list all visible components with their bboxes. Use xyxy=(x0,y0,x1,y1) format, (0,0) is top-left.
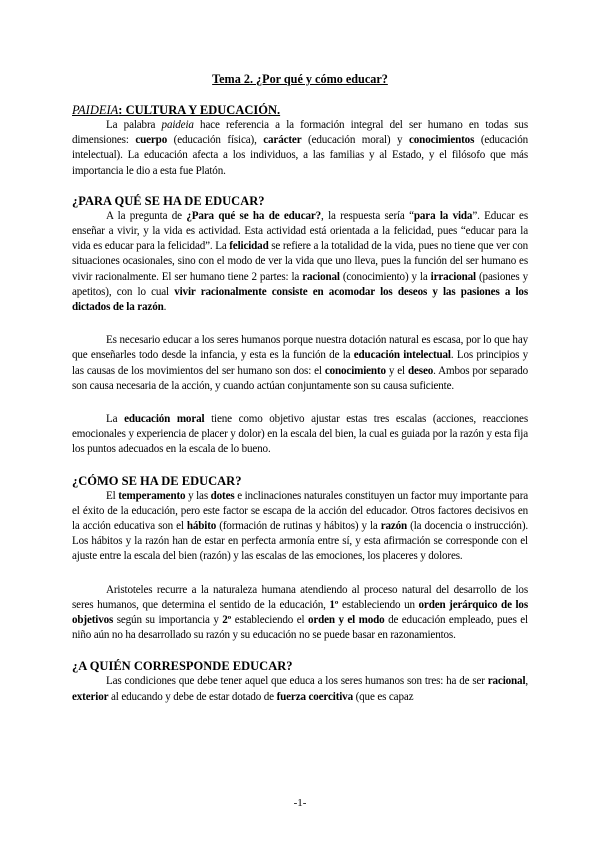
bold-term: irracional xyxy=(430,270,476,283)
text-run: Es necesario educar a los seres humanos porque nuestra dotación natural es escasa, por lo que hay que enseñarles todo desde la infancia, y esta es la función de la xyxy=(72,334,528,362)
text-run: El xyxy=(106,489,119,502)
text-run: . xyxy=(163,301,167,314)
section-heading-paideia xyxy=(72,103,528,118)
text-run: (pasiones y apetitos), con lo cual xyxy=(72,270,528,298)
bold-term: 1º xyxy=(329,598,339,611)
bold-term: educación intelectual xyxy=(353,349,451,362)
bold-term: educación moral xyxy=(124,413,205,426)
text-run: Las condiciones que debe tener aquel que educa a los seres humanos son tres: ha de ser xyxy=(106,675,488,688)
text-run: estableciendo el xyxy=(231,614,308,627)
bold-term: ¿Para qué se ha de educar? xyxy=(186,209,322,222)
text-run: (que es capaz xyxy=(352,690,414,703)
text-run: Aristoteles recurre a la naturaleza humana atendiendo al proceso natural del desarrollo de los seres humanos, que determina el sentido de la educación, xyxy=(72,583,528,611)
text-run: y el xyxy=(385,364,408,377)
bold-term: racional xyxy=(302,270,340,283)
bold-term: conocimiento xyxy=(324,364,386,377)
text-run: A la pregunta de xyxy=(106,209,187,222)
text-run: . Los principios y las causas de los movimientos del ser humano son dos: el xyxy=(72,349,529,377)
text-run: (conocimiento) y la xyxy=(339,270,431,283)
text-run: al educando y debe de estar dotado de xyxy=(108,690,277,703)
paragraph xyxy=(72,333,528,394)
bold-term: 2º xyxy=(222,614,232,627)
bold-term: vivir racionalmente consiste en acomodar los deseos y las pasiones a los dictados de la razón xyxy=(72,285,528,314)
text-run: y las xyxy=(185,489,211,502)
text-run: La xyxy=(106,413,125,426)
paragraph xyxy=(72,209,528,315)
text-run: La palabra xyxy=(106,119,162,131)
heading-italic-term: PAIDEIA xyxy=(72,103,119,117)
document-page xyxy=(72,72,528,705)
page-number: -1- xyxy=(293,797,307,809)
paragraph xyxy=(72,674,528,704)
text-run: (educación intelectual). La educación afecta a los individuos, a las familias y al Estado, y el filósofo que más importancia le dio a esta fue Platón. xyxy=(72,134,528,177)
bold-term: dotes xyxy=(210,489,235,502)
text-run: ”. Educar es enseñar a vivir, y la vida es actividad. Esta actividad está orientada a la felicidad, pues “educar para la vida es educar para la felicidad”. La xyxy=(72,209,528,253)
bold-term: razón xyxy=(380,520,408,533)
section-heading-para-que: ¿PARA QUÉ SE HA DE EDUCAR? xyxy=(72,193,265,208)
bold-term: para la vida xyxy=(413,209,473,222)
bold-term: orden y el modo xyxy=(307,614,385,627)
text-run: (la docencia o instrucción). Los hábitos y la razón han de estar en perfecta armonía entre sí, y esta afirmación se corresponde con el ajuste entre la escala del bien (razón) y las escalas de las emociones, los placeres y dolores. xyxy=(72,520,528,563)
text-run: de educación empleado, pues el niño aún no ha desarrollado su razón y su educación no se puede basar en razonamientos. xyxy=(72,614,528,642)
text-run: hace referencia a la formación integral del ser humano en todas sus dimensiones: xyxy=(72,119,528,147)
text-run: estableciendo un xyxy=(338,598,419,611)
text-run: se refiere a la totalidad de la vida, pues no tiene que ver con situaciones ocasionales, sino con el modo de ver la vida que uno lleva, pues la función del ser humano es vivir racionalmente. El ser humano tiene 2 partes: la xyxy=(72,240,528,283)
bold-term: temperamento xyxy=(118,489,186,502)
section-heading-como: ¿CÓMO SE HA DE EDUCAR? xyxy=(72,473,242,488)
bold-term: felicidad xyxy=(229,240,269,253)
text-run: (educación moral) y xyxy=(301,134,410,147)
paragraph xyxy=(72,583,528,644)
text-run: según su importancia y xyxy=(113,614,223,627)
text-run: (formación de rutinas y hábitos) y la xyxy=(216,520,381,533)
section-heading-a-quien: ¿A QUIÉN CORRESPONDE EDUCAR? xyxy=(72,659,293,674)
bold-term: carácter xyxy=(263,134,302,147)
text-run: , la respuesta sería “ xyxy=(321,209,414,222)
bold-term: orden jerárquico de los objetivos xyxy=(72,598,528,627)
bold-term: racional xyxy=(487,675,526,688)
text-run: e inclinaciones naturales constituyen un factor muy importante para el éxito de la educación, pero este factor se escapa de la acción del educador. Otros factores decisivos en la acción educativa son el xyxy=(72,489,529,533)
bold-term: conocimientos xyxy=(409,134,475,147)
bold-term: deseo xyxy=(407,364,434,377)
text-run: (educación física), xyxy=(167,134,264,147)
text-run: . Ambos por separado son causa necesaria de la acción, y cuando actúan conjuntamente son su causa suficiente. xyxy=(72,364,528,392)
bold-term: exterior xyxy=(72,690,109,703)
text-run: , xyxy=(525,675,528,688)
heading-rest: : CULTURA Y EDUCACIÓN. xyxy=(118,103,281,117)
paragraph xyxy=(72,412,528,458)
paragraph xyxy=(72,118,528,179)
paragraph xyxy=(72,489,528,565)
bold-term: fuerza coercitiva xyxy=(276,690,353,703)
bold-term: hábito xyxy=(186,520,217,533)
page-title: Tema 2. ¿Por qué y cómo educar? xyxy=(212,72,388,86)
bold-term: cuerpo xyxy=(135,134,168,147)
italic-term: paideia xyxy=(161,119,194,131)
text-run: tiene como objetivo ajustar estas tres escalas (acciones, reacciones emocionales y experiencia de placer y dolor) en la escala del bien, la cual es guiada por la razón y esta fija los puntos adecuados en la escala de lo bueno. xyxy=(72,413,528,456)
